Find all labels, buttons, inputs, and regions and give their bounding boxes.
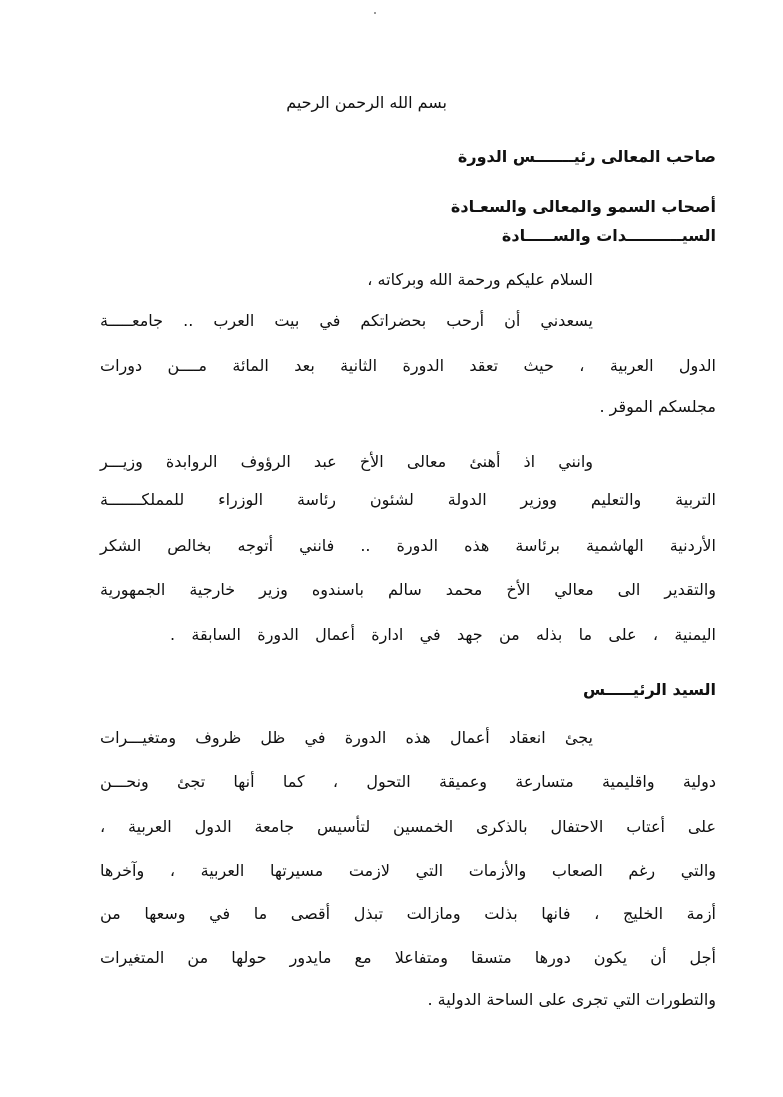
paragraph-line: دولية واقليمية متسارعة وعميقة التحول ، كما أنها تجئ ونحـــن — [100, 772, 716, 791]
paragraph-line: التربية والتعليم ووزير الدولة لشئون رئاسة الوزراء للمملكـــــــة — [100, 490, 716, 509]
paragraph-line: والتقدير الى معالي الأخ محمد سالم باسندوه وزير خارجية الجمهورية — [100, 580, 716, 599]
paragraph-line: والتطورات التي تجرى على الساحة الدولية . — [427, 990, 716, 1009]
greeting: السلام عليكم ورحمة الله وبركاته ، — [367, 270, 593, 289]
paragraph-line: مجلسكم الموقر . — [599, 397, 716, 416]
paragraph-line: الأردنية الهاشمية برئاسة هذه الدورة .. فانني أتوجه بخالص الشكر — [100, 536, 716, 555]
paragraph-line: أزمة الخليج ، فانها بذلت ومازالت تبذل أقصى ما في وسعها من — [100, 904, 716, 923]
paragraph-line: اليمنية ، على ما بذله من جهد في ادارة أعمال الدورة السابقة . — [170, 625, 716, 644]
paragraph-line: وانني اذ أهنئ معالى الأخ عبد الرؤوف الروابدة وزيـــر — [100, 452, 593, 471]
salutation-line: السيــــــــــدات والســـــادة — [501, 226, 716, 245]
salutation-line: صاحب المعالى رئيـــــــس الدورة — [457, 147, 716, 166]
basmala: بسم الله الرحمن الرحيم — [286, 93, 447, 112]
scan-speck — [374, 12, 376, 14]
paragraph-line: والتي رغم الصعاب والأزمات التي لازمت مسيرتها العربية ، وآخرها — [100, 861, 716, 880]
salutation-line: أصحاب السمو والمعالى والسعـادة — [450, 197, 716, 216]
paragraph-line: يجئ انعقاد أعمال هذه الدورة في ظل ظروف ومتغيـــرات — [100, 728, 593, 747]
section-heading: السيد الرئيـــــس — [582, 680, 716, 699]
paragraph-line: أجل أن يكون دورها متسقا ومتفاعلا مع مايدور حولها من المتغيرات — [100, 948, 716, 967]
paragraph-line: الدول العربية ، حيث تعقد الدورة الثانية بعد المائة مــــن دورات — [100, 356, 716, 375]
paragraph-line: على أعتاب الاحتفال بالذكرى الخمسين لتأسيس جامعة الدول العربية ، — [100, 817, 716, 836]
paragraph-line: يسعدني أن أرحب بحضراتكم في بيت العرب .. جامعـــــة — [100, 311, 593, 330]
